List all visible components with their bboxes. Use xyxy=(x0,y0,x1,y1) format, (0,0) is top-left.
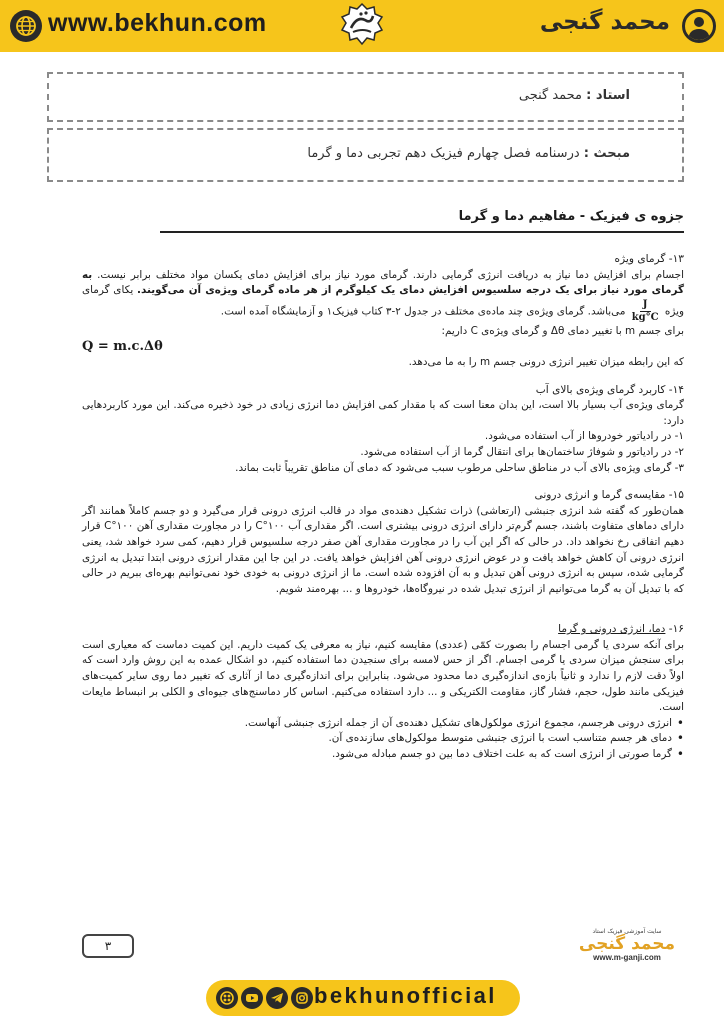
topic-line xyxy=(49,146,630,161)
s16-heading-number: ۱۶- xyxy=(668,623,684,636)
s13-p4: که این رابطه میزان تغییر انرژی درونی جسم m را به ما می‌دهد. xyxy=(408,355,684,368)
header-bar xyxy=(0,0,724,52)
section-divider xyxy=(160,231,684,233)
s15-heading: ۱۵- مقایسه‌ی گرما و انرژی درونی xyxy=(534,489,684,502)
s13-definition: به گرمای مورد نیاز برای یک درجه سلسیوس افزایش دمای یک کیلوگرم از هر ماده گرمای ویژه‌ی آن می‌گویند. xyxy=(82,268,684,297)
section-title: جزوه ی فیزیک - مفاهیم دما و گرما xyxy=(458,209,684,224)
aparat-icon[interactable] xyxy=(216,987,238,1009)
s13-p3: برای جسم m با تغییر دمای Δθ و گرمای ویژه‌ی C داریم: xyxy=(441,324,684,337)
instagram-icon[interactable] xyxy=(291,987,313,1009)
user-icon xyxy=(682,9,716,43)
topic-box xyxy=(47,128,684,182)
s14-item-2: ۲- در رادیاتور و شوفاژ ساختمان‌ها برای انتقال گرما از آب استفاده می‌شود. xyxy=(360,445,684,458)
s14-item-3: ۳- گرمای ویژه‌ی بالای آب در مناطق ساحلی مرطوب سبب می‌شود که دمای آن مناطق تقریباً ثابت بماند. xyxy=(235,461,684,474)
youtube-icon[interactable] xyxy=(241,987,263,1009)
s14-heading: ۱۴- کاربرد گرمای ویژه‌ی بالای آب xyxy=(535,383,684,396)
s13-paragraph xyxy=(82,268,684,324)
footer-logo xyxy=(568,928,686,972)
s15-p1: همان‌طور که گفته شد انرژی جنبشی (ارتعاشی) ذرات تشکیل دهنده‌ی مواد در قالب انرژی درونی قرار می‌گیرد و دو جسم کاملاً همانند اگر دارای دماهای متفاوت باشند، جسم گرم‌تر دارای انرژی درونی بیشتری است. اگر مقداری آب ۱۰۰°C را در مجاورت مقداری آهن ۱۰۰°C قرار دهیم اتفاقی رخ نخواهد داد. در حالی که اگر این آب را در مجاورت مقداری آهن صفر درجه سلسیوس قرار دهیم، کمی سرد خواهد شد، یعنی انرژی درونی آن کاهش خواهد یافت و در عوض انرژی درونی آهن افزایش خواهد یافت. در این جا این مقدار انرژی درونی ابتدا تبدیل به انرژی گرمایی شده، سپس به انرژی درونی آهن تبدیل و به آن افزوده شده است. ما از انرژی درونی به خودی خود نمی‌توانیم بهره‌ای ببریم در حالی که با تبدیل آن به گرما می‌توانیم از انرژی تبدیل شده در نیروگاه‌ها، خودروها و ... بهره‌مند شویم. xyxy=(82,504,684,595)
s16-p1: برای آنکه سردی یا گرمی اجسام را بصورت کمّی (عددی) مقایسه کنیم، نیاز به معرفی یک کمیت داریم. این کمیت دماست که معیاری است برای سنجش میزان سردی یا گرمی اجسام. اگر از حس لامسه برای سنجیدن دما استفاده کنیم، دو اشکال عمده به این روش وارد است که اولاً دقت لازم را ندارد و ثانیاً بازه‌ی اندازه‌گیری دما محدود می‌شود. بنابراین برای اندازه‌گیری دما از آثاری که تغییر دما روی سایر کمیت‌های فیزیکی مانند طول، حجم، فشار گاز، مقاومت الکتریکی و ... دارد استفاده می‌کنیم. اساس کار دماسنج‌های جیوه‌ای و الکلی بر انبساط مایعات است. xyxy=(82,638,684,714)
s16-heading-text: دما، انرژی درونی و گرما xyxy=(558,623,666,636)
s16-bullet-2: • دمای هر جسم متناسب است با انرژی جنبشی متوسط مولکول‌های سازنده‌ی آن. xyxy=(82,731,684,747)
s13-p1: اجسام برای افزایش دما نیاز به دریافت انرژی گرمایی دارند. گرمای مورد نیاز برای افزایش دمای یکسان مواد مختلف برابر نیست. xyxy=(97,268,684,281)
social-icons xyxy=(216,987,313,1009)
site-url-link[interactable]: www.bekhun.com xyxy=(48,9,267,37)
social-bar xyxy=(206,980,520,1016)
s13-p2b: می‌باشد. گرمای ویژه‌ی چند ماده‌ی مختلف در جدول ۲-۳ کتاب فیزیک۱ و آزمایشگاه آمده است. xyxy=(220,305,626,318)
heat-formula: Q = m.c.Δθ xyxy=(82,339,163,355)
social-handle[interactable]: bekhunofficial xyxy=(314,983,497,1008)
author-name: محمد گنجی xyxy=(539,9,670,35)
telegram-icon[interactable] xyxy=(266,987,288,1009)
page-number: ۳ xyxy=(82,934,134,958)
s16-heading xyxy=(82,622,684,638)
unit-numerator: J xyxy=(640,299,651,312)
teacher-line xyxy=(49,88,630,103)
unit-fraction xyxy=(632,299,659,324)
footer-logo-tagline: سایت آموزشی فیزیک استاد xyxy=(592,928,662,935)
topic-label: مبحث : xyxy=(583,146,630,161)
s16-bullet-1: • انرژی درونی هرجسم، مجموع انرژی مولکول‌های تشکیل دهنده‌ی آن از جمله انرژی جنبشی آنهاست. xyxy=(82,716,684,732)
s13-p2a: یکای گرمای ویژه xyxy=(82,284,684,318)
footer-logo-name: محمد گنجی xyxy=(578,934,676,954)
topic-value: درسنامه فصل چهارم فیزیک دهم تجربی دما و گرما xyxy=(307,146,580,161)
footer-logo-url[interactable]: www.m-ganji.com xyxy=(593,953,661,962)
teacher-name: محمد گنجی xyxy=(518,88,583,103)
teacher-box xyxy=(47,72,684,122)
globe-icon xyxy=(10,10,42,42)
s14-p1: گرمای ویژه‌ی آب بسیار بالا است، این بدان معنا است که با مقدار کمی افزایش دما انرژی زیادی در خود ذخیره می‌کند. این مورد کاربردهایی دارد: xyxy=(82,399,684,427)
s16-bullet-3: • گرما صورتی از انرژی است که به علت اختلاف دما بین دو جسم مبادله می‌شود. xyxy=(82,747,684,763)
s14-item-1: ۱- در رادیاتور خودروها از آب استفاده می‌شود. xyxy=(484,430,684,443)
teacher-label: استاد : xyxy=(586,88,630,103)
unit-denominator: kg°C xyxy=(631,311,659,323)
document-body xyxy=(82,252,684,763)
s13-heading: ۱۳- گرمای ویژه xyxy=(614,253,684,265)
bekhun-logo-icon xyxy=(337,2,387,50)
